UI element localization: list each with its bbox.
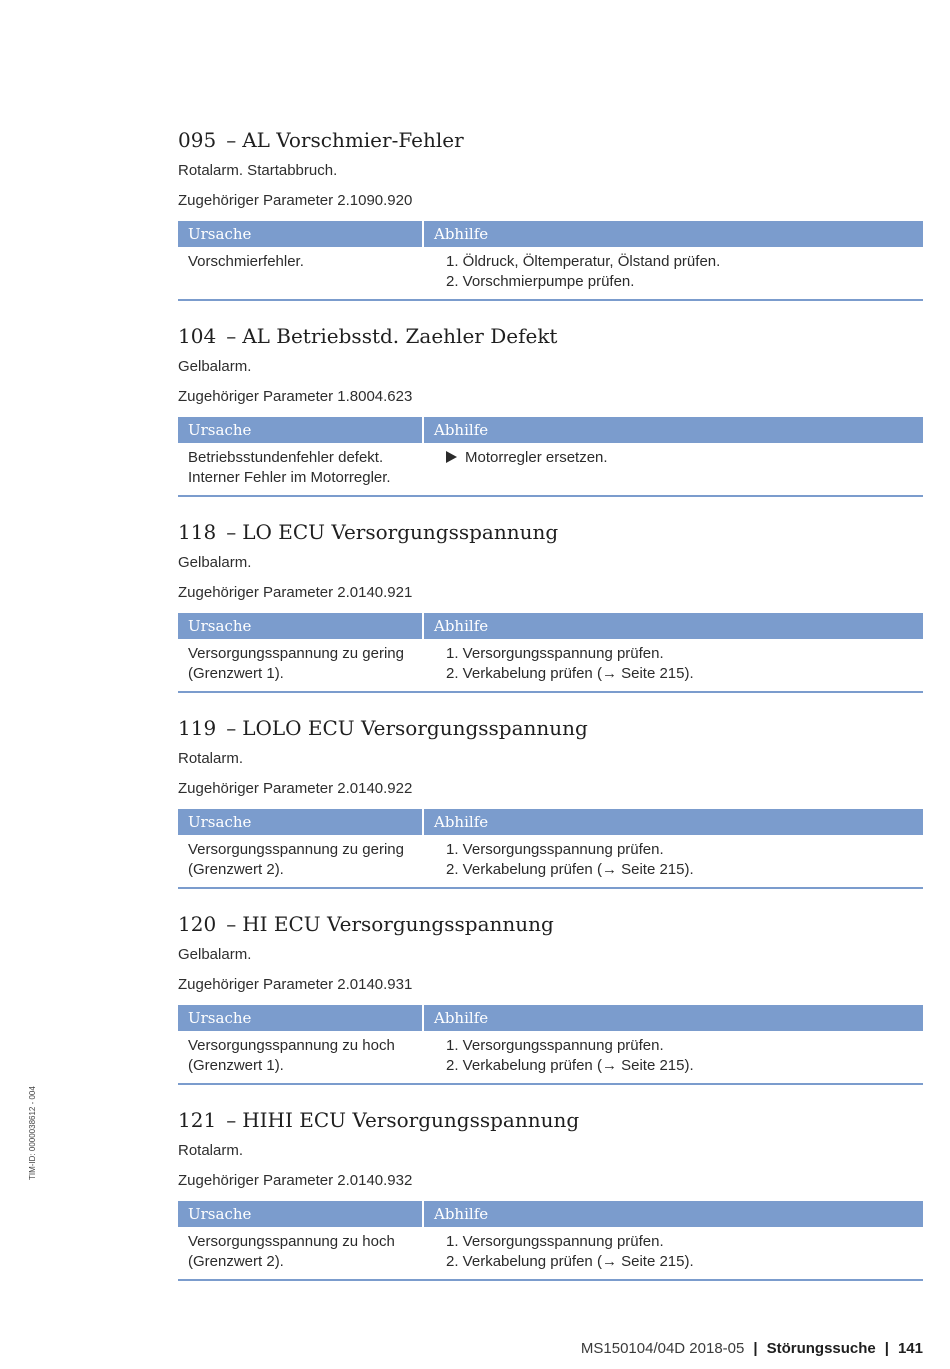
header-cause: Ursache — [178, 417, 424, 443]
cause-line: Vorschmierfehler. — [188, 253, 304, 270]
table-row — [178, 835, 923, 889]
table-row — [178, 443, 923, 497]
title-dash: – — [226, 128, 237, 152]
remedy-cell — [424, 644, 923, 686]
remedy-step-link[interactable]: 2. Verkabelung prüfen (→ Seite 215). — [446, 1253, 694, 1270]
remedy-step-link[interactable]: 2. Verkabelung prüfen (→ Seite 215). — [446, 1057, 694, 1074]
remedy-step: 1. Versorgungsspannung prüfen. — [446, 841, 664, 858]
alarm-name: LOLO ECU Versorgungsspannung — [242, 716, 588, 740]
alarm-parameter: Zugehöriger Parameter 2.0140.932 — [178, 1172, 413, 1189]
remedy-cell — [424, 840, 923, 882]
table-header — [178, 809, 923, 835]
cause-line: Versorgungsspannung zu gering — [188, 645, 404, 662]
table-row — [178, 1227, 923, 1281]
section-title — [178, 708, 923, 744]
alarm-name: HI ECU Versorgungsspannung — [242, 912, 554, 936]
alarm-description: Gelbalarm. — [178, 554, 252, 571]
alarm-description: Rotalarm. Startabbruch. — [178, 162, 338, 179]
alarm-description: Rotalarm. — [178, 1142, 244, 1159]
remedy-step: 2. Vorschmierpumpe prüfen. — [446, 273, 635, 290]
section-title — [178, 1100, 923, 1136]
cause-cell — [178, 644, 424, 686]
cause-cell — [178, 448, 424, 490]
remedy-cell — [424, 252, 923, 294]
cause-cell — [178, 840, 424, 882]
remedy-step-link[interactable]: 2. Verkabelung prüfen (→ Seite 215). — [446, 665, 694, 682]
alarm-section-120 — [178, 904, 923, 1100]
title-dash: – — [226, 324, 237, 348]
alarm-name: LO ECU Versorgungsspannung — [242, 520, 559, 544]
cause-line: (Grenzwert 2). — [188, 861, 284, 878]
header-remedy: Abhilfe — [434, 421, 489, 439]
alarm-number: 104 — [178, 324, 217, 348]
cause-line: (Grenzwert 2). — [188, 1253, 284, 1270]
cause-cell — [178, 252, 424, 294]
cause-line: Betriebsstundenfehler defekt. — [188, 449, 384, 466]
cause-remedy-table — [178, 613, 923, 693]
header-remedy: Abhilfe — [434, 1009, 489, 1027]
cause-cell — [178, 1036, 424, 1078]
remedy-step: 1. Öldruck, Öltemperatur, Ölstand prüfen. — [446, 253, 721, 270]
alarm-section-104 — [178, 316, 923, 512]
cause-remedy-table — [178, 221, 923, 301]
cause-remedy-table — [178, 1005, 923, 1085]
cause-line: Versorgungsspannung zu hoch — [188, 1037, 395, 1054]
table-header — [178, 417, 923, 443]
header-cause: Ursache — [178, 221, 424, 247]
header-cause: Ursache — [178, 613, 424, 639]
alarm-parameter: Zugehöriger Parameter 1.8004.623 — [178, 388, 413, 405]
alarm-parameter: Zugehöriger Parameter 2.0140.922 — [178, 780, 413, 797]
title-dash: – — [226, 912, 237, 936]
header-remedy: Abhilfe — [434, 813, 489, 831]
remedy-cell — [424, 448, 923, 490]
table-header — [178, 221, 923, 247]
alarm-parameter: Zugehöriger Parameter 2.1090.920 — [178, 192, 413, 209]
remedy-step-link[interactable]: 2. Verkabelung prüfen (→ Seite 215). — [446, 861, 694, 878]
alarm-section-121 — [178, 1100, 923, 1296]
play-triangle-icon — [446, 451, 457, 463]
section-title — [178, 904, 923, 940]
header-remedy: Abhilfe — [434, 1205, 489, 1223]
tim-id-label: TIM-ID: 0000038612 - 004 — [28, 1086, 37, 1180]
alarm-number: 120 — [178, 912, 217, 936]
header-cause: Ursache — [178, 1201, 424, 1227]
cause-remedy-table — [178, 417, 923, 497]
cause-line: Versorgungsspannung zu gering — [188, 841, 404, 858]
page-content — [178, 120, 923, 1296]
remedy-step: 1. Versorgungsspannung prüfen. — [446, 1233, 664, 1250]
table-header — [178, 613, 923, 639]
title-dash: – — [226, 716, 237, 740]
alarm-number: 095 — [178, 128, 217, 152]
table-row — [178, 639, 923, 693]
alarm-number: 118 — [178, 520, 217, 544]
remedy-step: 1. Versorgungsspannung prüfen. — [446, 645, 664, 662]
cause-remedy-table — [178, 809, 923, 889]
alarm-number: 121 — [178, 1108, 217, 1132]
alarm-section-119 — [178, 708, 923, 904]
remedy-step: 1. Versorgungsspannung prüfen. — [446, 1037, 664, 1054]
remedy-cell — [424, 1232, 923, 1274]
alarm-name: HIHI ECU Versorgungsspannung — [242, 1108, 580, 1132]
table-header — [178, 1005, 923, 1031]
alarm-parameter: Zugehöriger Parameter 2.0140.921 — [178, 584, 413, 601]
cause-line: (Grenzwert 1). — [188, 665, 284, 682]
section-title — [178, 120, 923, 156]
alarm-section-118 — [178, 512, 923, 708]
header-remedy: Abhilfe — [434, 225, 489, 243]
footer-separator: | — [753, 1340, 758, 1357]
footer-page-number: 141 — [897, 1340, 923, 1357]
title-dash: – — [226, 520, 237, 544]
table-header — [178, 1201, 923, 1227]
cause-line: Interner Fehler im Motorregler. — [188, 469, 391, 486]
section-title — [178, 512, 923, 548]
header-cause: Ursache — [178, 1005, 424, 1031]
section-title — [178, 316, 923, 352]
alarm-name: AL Vorschmier-Fehler — [242, 128, 464, 152]
footer-doc-id: MS150104/04D 2018-05 — [580, 1340, 745, 1357]
title-dash: – — [226, 1108, 237, 1132]
alarm-section-095 — [178, 120, 923, 316]
alarm-name: AL Betriebsstd. Zaehler Defekt — [242, 324, 558, 348]
alarm-description: Gelbalarm. — [178, 358, 252, 375]
header-cause: Ursache — [178, 809, 424, 835]
alarm-description: Gelbalarm. — [178, 946, 252, 963]
cause-remedy-table — [178, 1201, 923, 1281]
footer-chapter: Störungssuche — [766, 1340, 876, 1357]
table-row — [178, 247, 923, 301]
remedy-action — [446, 448, 923, 468]
cause-cell — [178, 1232, 424, 1274]
table-row — [178, 1031, 923, 1085]
footer-separator: | — [884, 1340, 889, 1357]
remedy-cell — [424, 1036, 923, 1078]
remedy-action-text: Motorregler ersetzen. — [465, 449, 608, 466]
alarm-description: Rotalarm. — [178, 750, 244, 767]
alarm-parameter: Zugehöriger Parameter 2.0140.931 — [178, 976, 413, 993]
header-remedy: Abhilfe — [434, 617, 489, 635]
cause-line: (Grenzwert 1). — [188, 1057, 284, 1074]
page-footer — [581, 1340, 923, 1357]
cause-line: Versorgungsspannung zu hoch — [188, 1233, 395, 1250]
alarm-number: 119 — [178, 716, 217, 740]
